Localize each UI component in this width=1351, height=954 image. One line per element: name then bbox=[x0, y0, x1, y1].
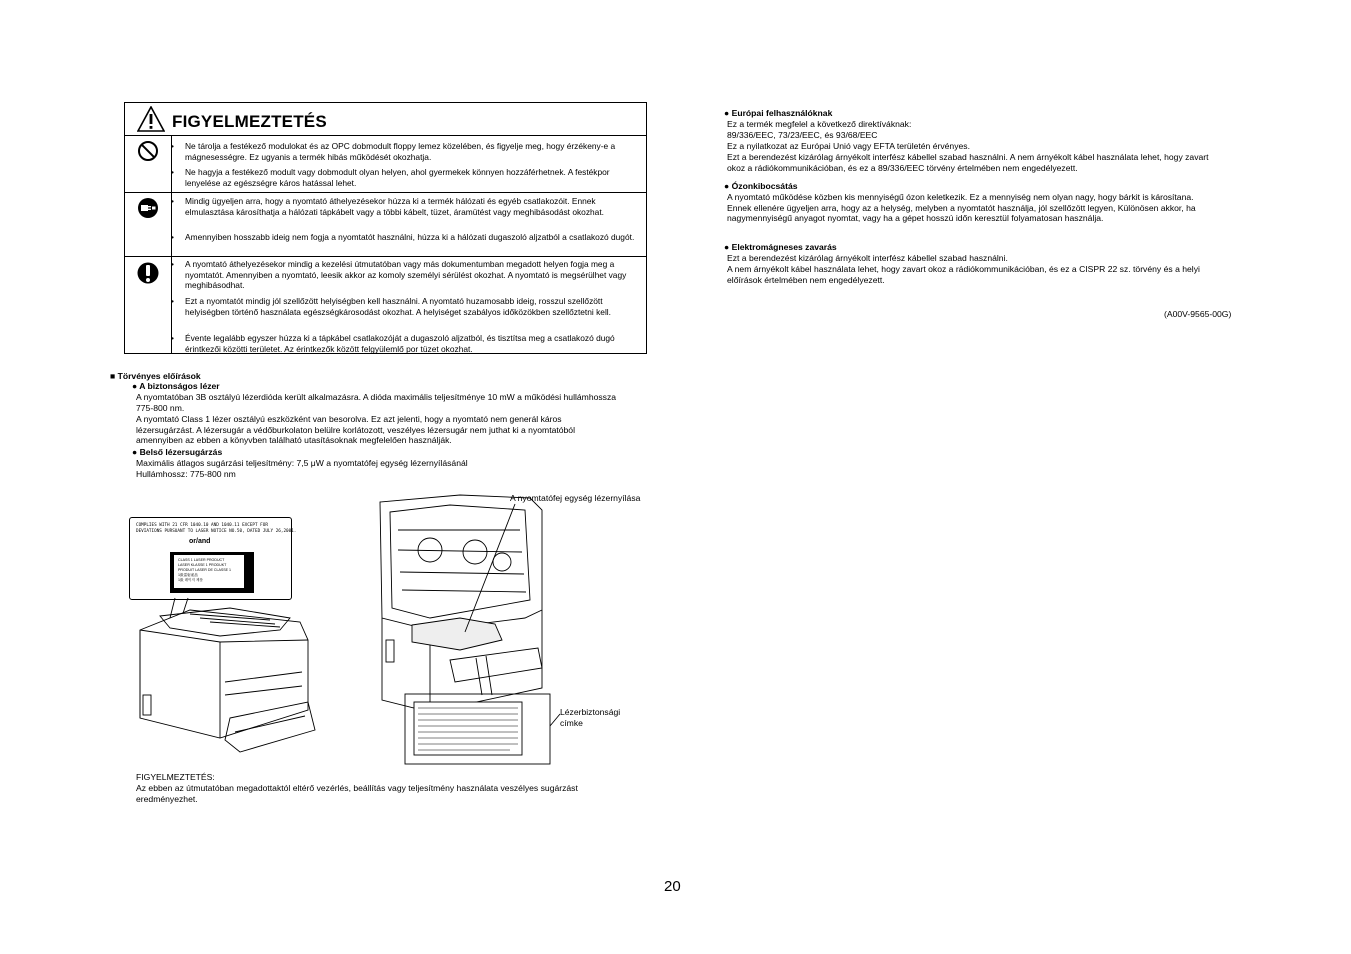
warning-item: • Ne tárolja a festékező modulokat és az OPC dobmodult floppy lemez közelében, és figyelje meg, hogy érzékeny-e a mágnesességre. Ez ugyanis a termék hibás működését okozhatja. bbox=[171, 141, 616, 162]
footer-warning-title: FIGYELMEZTETÉS: bbox=[136, 772, 215, 782]
warning-item: • Ne hagyja a festékező modult vagy dobmodult olyan helyen, ahol gyermekek könnyen hozzáférhetnek. A festékpor lenyelése az egészségre káros hatással lehet. bbox=[171, 167, 610, 188]
laser-safety-heading: ● A biztonságos lézer bbox=[132, 381, 220, 391]
warning-icon-cell bbox=[125, 135, 172, 192]
ozone-text: A nyomtató működése közben kis mennyiségű ózon keletkezik. Ez a mennyiség nem olyan nagy, hogy bárkit is károsítana. Ennek ellenére ügyeljen arra, hogy az a helység, melyben a nyomtatót használja, jól szellőzött legyen, Különösen akkor, ha nagymennyiségű anyagot nyomtat, vagy ha a gépet hosszú időn keresztül folyamatosan használja. bbox=[727, 192, 1196, 224]
document-code: (A00V-9565-00G) bbox=[1164, 309, 1232, 319]
eu-heading: ● Európai felhasználóknak bbox=[724, 108, 833, 118]
warning-row-prohibit bbox=[125, 135, 646, 193]
laser-safety-p2: A nyomtató Class 1 lézer osztályú eszközként van besorolva. Ez azt jelenti, hogy a nyomtató nem generál káros lézersugárzást. A lézersugár a védőburkolaton belülre korlátozott, veszélyes lézersugár nem juthat ki a nyomtatóból amennyiben az ebben a könyvben található utasításoknak megfelelően használják. bbox=[136, 414, 575, 446]
page-number: 20 bbox=[664, 878, 681, 895]
unplug-icon bbox=[137, 197, 159, 219]
emi-line1: Ezt a berendezést kizárólag árnyékolt interfész kábellel szabad használni. bbox=[727, 253, 1008, 263]
printer-illustration bbox=[130, 490, 570, 770]
warning-header bbox=[125, 103, 646, 136]
warning-row-exclamation bbox=[125, 256, 646, 354]
warning-icon-cell bbox=[125, 256, 172, 354]
callout-aperture: A nyomtatófej egység lézernyílása bbox=[510, 493, 641, 503]
footer-warning-text: Az ebben az útmutatóban megadottaktól eltérő vezérlés, beállítás vagy teljesítmény használata veszélyes sugárzást eredményezhet. bbox=[136, 783, 578, 804]
eu-line2: 89/336/EEC, 73/23/EEC, és 93/68/EEC bbox=[727, 130, 878, 140]
regulations-heading: ■ Törvényes előírások bbox=[110, 371, 201, 381]
emi-heading: ● Elektromágneses zavarás bbox=[724, 242, 837, 252]
warning-icon-cell bbox=[125, 192, 172, 256]
warning-item: • Amennyiben hosszabb ideig nem fogja a nyomtatót használni, húzza ki a hálózati dugaszoló aljzatból a csatlakozó dugót. bbox=[171, 232, 635, 242]
class-label: CLASS 1 LASER PRODUCT LASER KLASSE 1 PRODUKT PRODUIT LASER DE CLASSE 1 1級雷射產品 1級 레이저 제품 bbox=[170, 552, 254, 593]
warning-row-unplug bbox=[125, 192, 646, 257]
eu-line4: Ezt a berendezést kizárólag árnyékolt interfész kábellel szabad használni. A nem árnyékolt kábel használata lehet, hogy zavart okoz a rádiókommunikációban, és ez a 89/336/EEC törvény értelmében nem engedélyezett. bbox=[727, 152, 1209, 173]
emi-line2: A nem árnyékolt kábel használata lehet, hogy zavart okoz a rádiókommunikációban, és ez a CISPR 22 sz. törvény és a helyi előírások értelmében nem engedélyezett. bbox=[727, 264, 1200, 285]
ozone-heading: ● Ózonkibocsátás bbox=[724, 181, 798, 191]
callout-label-1: Lézerbiztonsági bbox=[560, 707, 621, 717]
eu-line1: Ez a termék megfelel a következő direktíváknak: bbox=[727, 119, 912, 129]
exclamation-icon bbox=[137, 261, 159, 285]
callout-label-2: címke bbox=[560, 718, 583, 728]
or-and-text: or/and bbox=[189, 538, 211, 545]
warning-triangle-icon bbox=[137, 106, 165, 132]
warning-box bbox=[124, 102, 647, 354]
internal-laser-line2: Hullámhossz: 775-800 nm bbox=[136, 469, 236, 479]
internal-laser-heading: ● Belső lézersugárzás bbox=[132, 447, 223, 457]
compliance-text: COMPLIES WITH 21 CFR 1040.10 AND 1040.11 EXCEPT FOR bbox=[136, 523, 268, 528]
warning-title: FIGYELMEZTETÉS bbox=[172, 112, 327, 131]
internal-laser-line1: Maximális átlagos sugárzási teljesítmény: 7,5 μW a nyomtatófej egység lézernyílásánál bbox=[136, 458, 468, 468]
prohibition-icon bbox=[137, 140, 159, 162]
warning-item: • A nyomtató áthelyezésekor mindig a kezelési útmutatóban vagy más dokumentumban megadott helyen fogja meg a nyomtatót. Amennyiben a nyomtató, leesik akkor az komoly személyi sérülést okozhat. A nyomtató is megsérülhet vagy meghibásodhat. bbox=[171, 259, 627, 290]
compliance-text: DEVIATIONS PURSUANT TO LASER NOTICE NO.50, DATED JULY 26,2001. bbox=[136, 529, 297, 534]
warning-item: • Ezt a nyomtatót mindig jól szellőzött helyiségben kell használni. A nyomtató huzamosabb ideig, rosszul szellőzött helyiségben történő használata egészségkárosodást okozhat. A helyiséget szabályos időközökben szellőztetni kell. bbox=[171, 296, 611, 317]
warning-item: • Mindig ügyeljen arra, hogy a nyomtató áthelyezésekor húzza ki a termék hálózati és egyéb csatlakozóit. Ennek elmulasztása károsíthatja a hálózati tápkábelt vagy a többi kábelt, tüzet, áramütést vagy meghibásodást okozhat. bbox=[171, 196, 604, 217]
laser-safety-p1: A nyomtatóban 3B osztályú lézerdióda került alkalmazásra. A dióda maximális teljesítménye 10 mW a működési hullámhossza 775-800 nm. bbox=[136, 392, 617, 413]
eu-line3: Ez a nyilatkozat az Európai Unió vagy EFTA területén érvényes. bbox=[727, 141, 970, 151]
warning-item: • Évente legalább egyszer húzza ki a tápkábel csatlakozóját a dugaszoló aljzatból, és tisztítsa meg a csatlakozó dugó érintkezői közötti területet. Az érintkezők között felgyülemlő por tüzet okozhat. bbox=[171, 333, 615, 354]
